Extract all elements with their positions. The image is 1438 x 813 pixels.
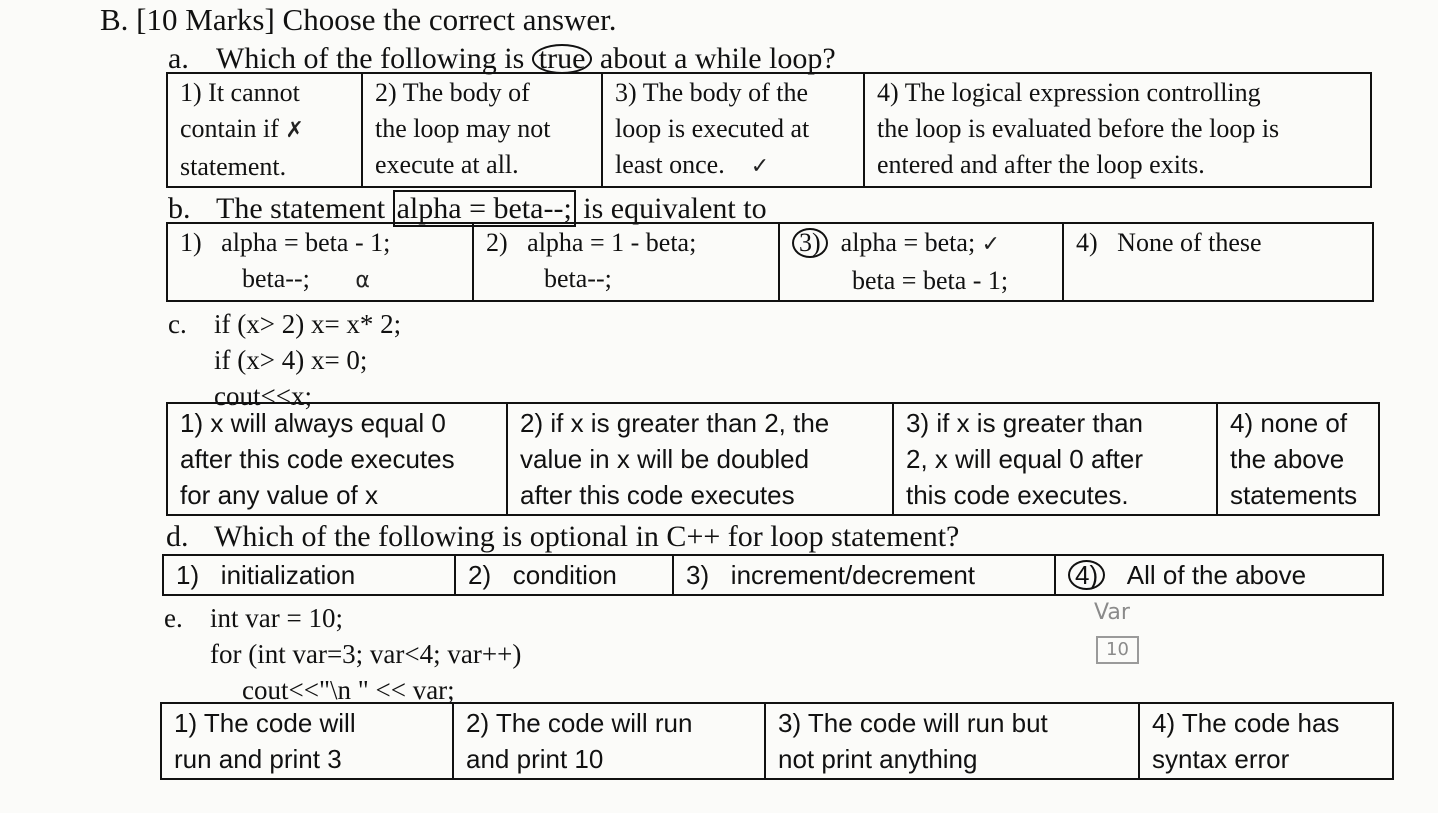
question-a-option-2[interactable]: 2) The body of the loop may not execute at all. <box>362 73 602 187</box>
question-c <box>168 306 401 414</box>
question-e <box>164 600 521 708</box>
check-mark-icon: ✓ <box>750 154 770 179</box>
code-line: cout<<x; <box>214 381 312 411</box>
handwritten-var-note: Var <box>1094 600 1130 625</box>
question-d-option-4[interactable]: 4) All of the above <box>1055 555 1383 595</box>
question-e-label: e. <box>164 603 183 633</box>
question-d-option-2[interactable]: 2) condition <box>455 555 673 595</box>
code-line: if (x> 4) x= 0; <box>214 345 368 375</box>
question-b-option-3[interactable]: 3) alpha = beta; ✓ beta = beta - 1; <box>779 223 1063 301</box>
question-e-option-4[interactable]: 4) The code has syntax error <box>1139 703 1393 779</box>
question-e-option-2[interactable]: 2) The code will run and print 10 <box>453 703 765 779</box>
question-a <box>168 42 836 76</box>
question-c-option-2[interactable]: 2) if x is greater than 2, the value in x will be doubled after this code executes <box>507 403 893 515</box>
code-line: if (x> 2) x= x* 2; <box>214 309 402 339</box>
question-c-options <box>166 402 1380 516</box>
question-b-label: b. <box>168 192 191 225</box>
question-c-label: c. <box>168 309 187 339</box>
question-b-options <box>166 222 1374 302</box>
question-e-option-3[interactable]: 3) The code will run but not print anything <box>765 703 1139 779</box>
question-d-text: Which of the following is optional in C++ for loop statement? <box>214 520 960 553</box>
handwritten-var-box: 10 <box>1096 636 1139 664</box>
cross-mark-icon: ✗ <box>285 118 304 143</box>
question-d-label: d. <box>166 520 189 553</box>
question-b-option-1[interactable]: 1) alpha = beta - 1; beta--; α <box>167 223 473 301</box>
question-a-text-before: Which of the following is <box>216 42 525 75</box>
question-a-option-3[interactable]: 3) The body of the loop is executed at least once. ✓ <box>602 73 864 187</box>
question-c-option-4[interactable]: 4) none of the above statements <box>1217 403 1379 515</box>
question-a-options <box>166 72 1372 188</box>
question-b-boxed-statement: alpha = beta--; <box>393 190 576 227</box>
question-e-option-1[interactable]: 1) The code will run and print 3 <box>161 703 453 779</box>
question-b-option-4[interactable]: 4) None of these <box>1063 223 1373 301</box>
code-line: int var = 10; <box>210 603 343 633</box>
question-d-option-1[interactable]: 1) initialization <box>163 555 455 595</box>
question-b-text-before: The statement <box>216 192 386 225</box>
check-mark-icon: ✓ <box>981 232 1001 257</box>
code-line: for (int var=3; var<4; var++) <box>210 639 522 669</box>
question-e-options <box>160 702 1394 780</box>
question-c-option-3[interactable]: 3) if x is greater than 2, x will equal 0 after this code executes. <box>893 403 1217 515</box>
question-b <box>168 192 767 226</box>
question-a-text-after: about a while loop? <box>599 42 836 75</box>
question-d <box>166 520 959 554</box>
question-a-label: a. <box>168 42 189 75</box>
question-b-option-2[interactable]: 2) alpha = 1 - beta; beta--; <box>473 223 779 301</box>
question-c-option-1[interactable]: 1) x will always equal 0 after this code executes for any value of x <box>167 403 507 515</box>
question-d-options <box>162 554 1384 596</box>
question-a-circled-word: true <box>532 44 593 74</box>
section-title: B. [10 Marks] Choose the correct answer. <box>100 2 617 37</box>
alpha-mark-icon: α <box>355 268 370 293</box>
question-b-text-after: is equivalent to <box>583 192 767 225</box>
question-a-option-1[interactable]: 1) It cannot contain if ✗ statement. <box>167 73 362 187</box>
code-line: cout<<"\n " << var; <box>242 675 455 705</box>
question-a-option-4[interactable]: 4) The logical expression controlling the loop is evaluated before the loop is entered and after the loop exits. <box>864 73 1371 187</box>
question-d-option-3[interactable]: 3) increment/decrement <box>673 555 1055 595</box>
